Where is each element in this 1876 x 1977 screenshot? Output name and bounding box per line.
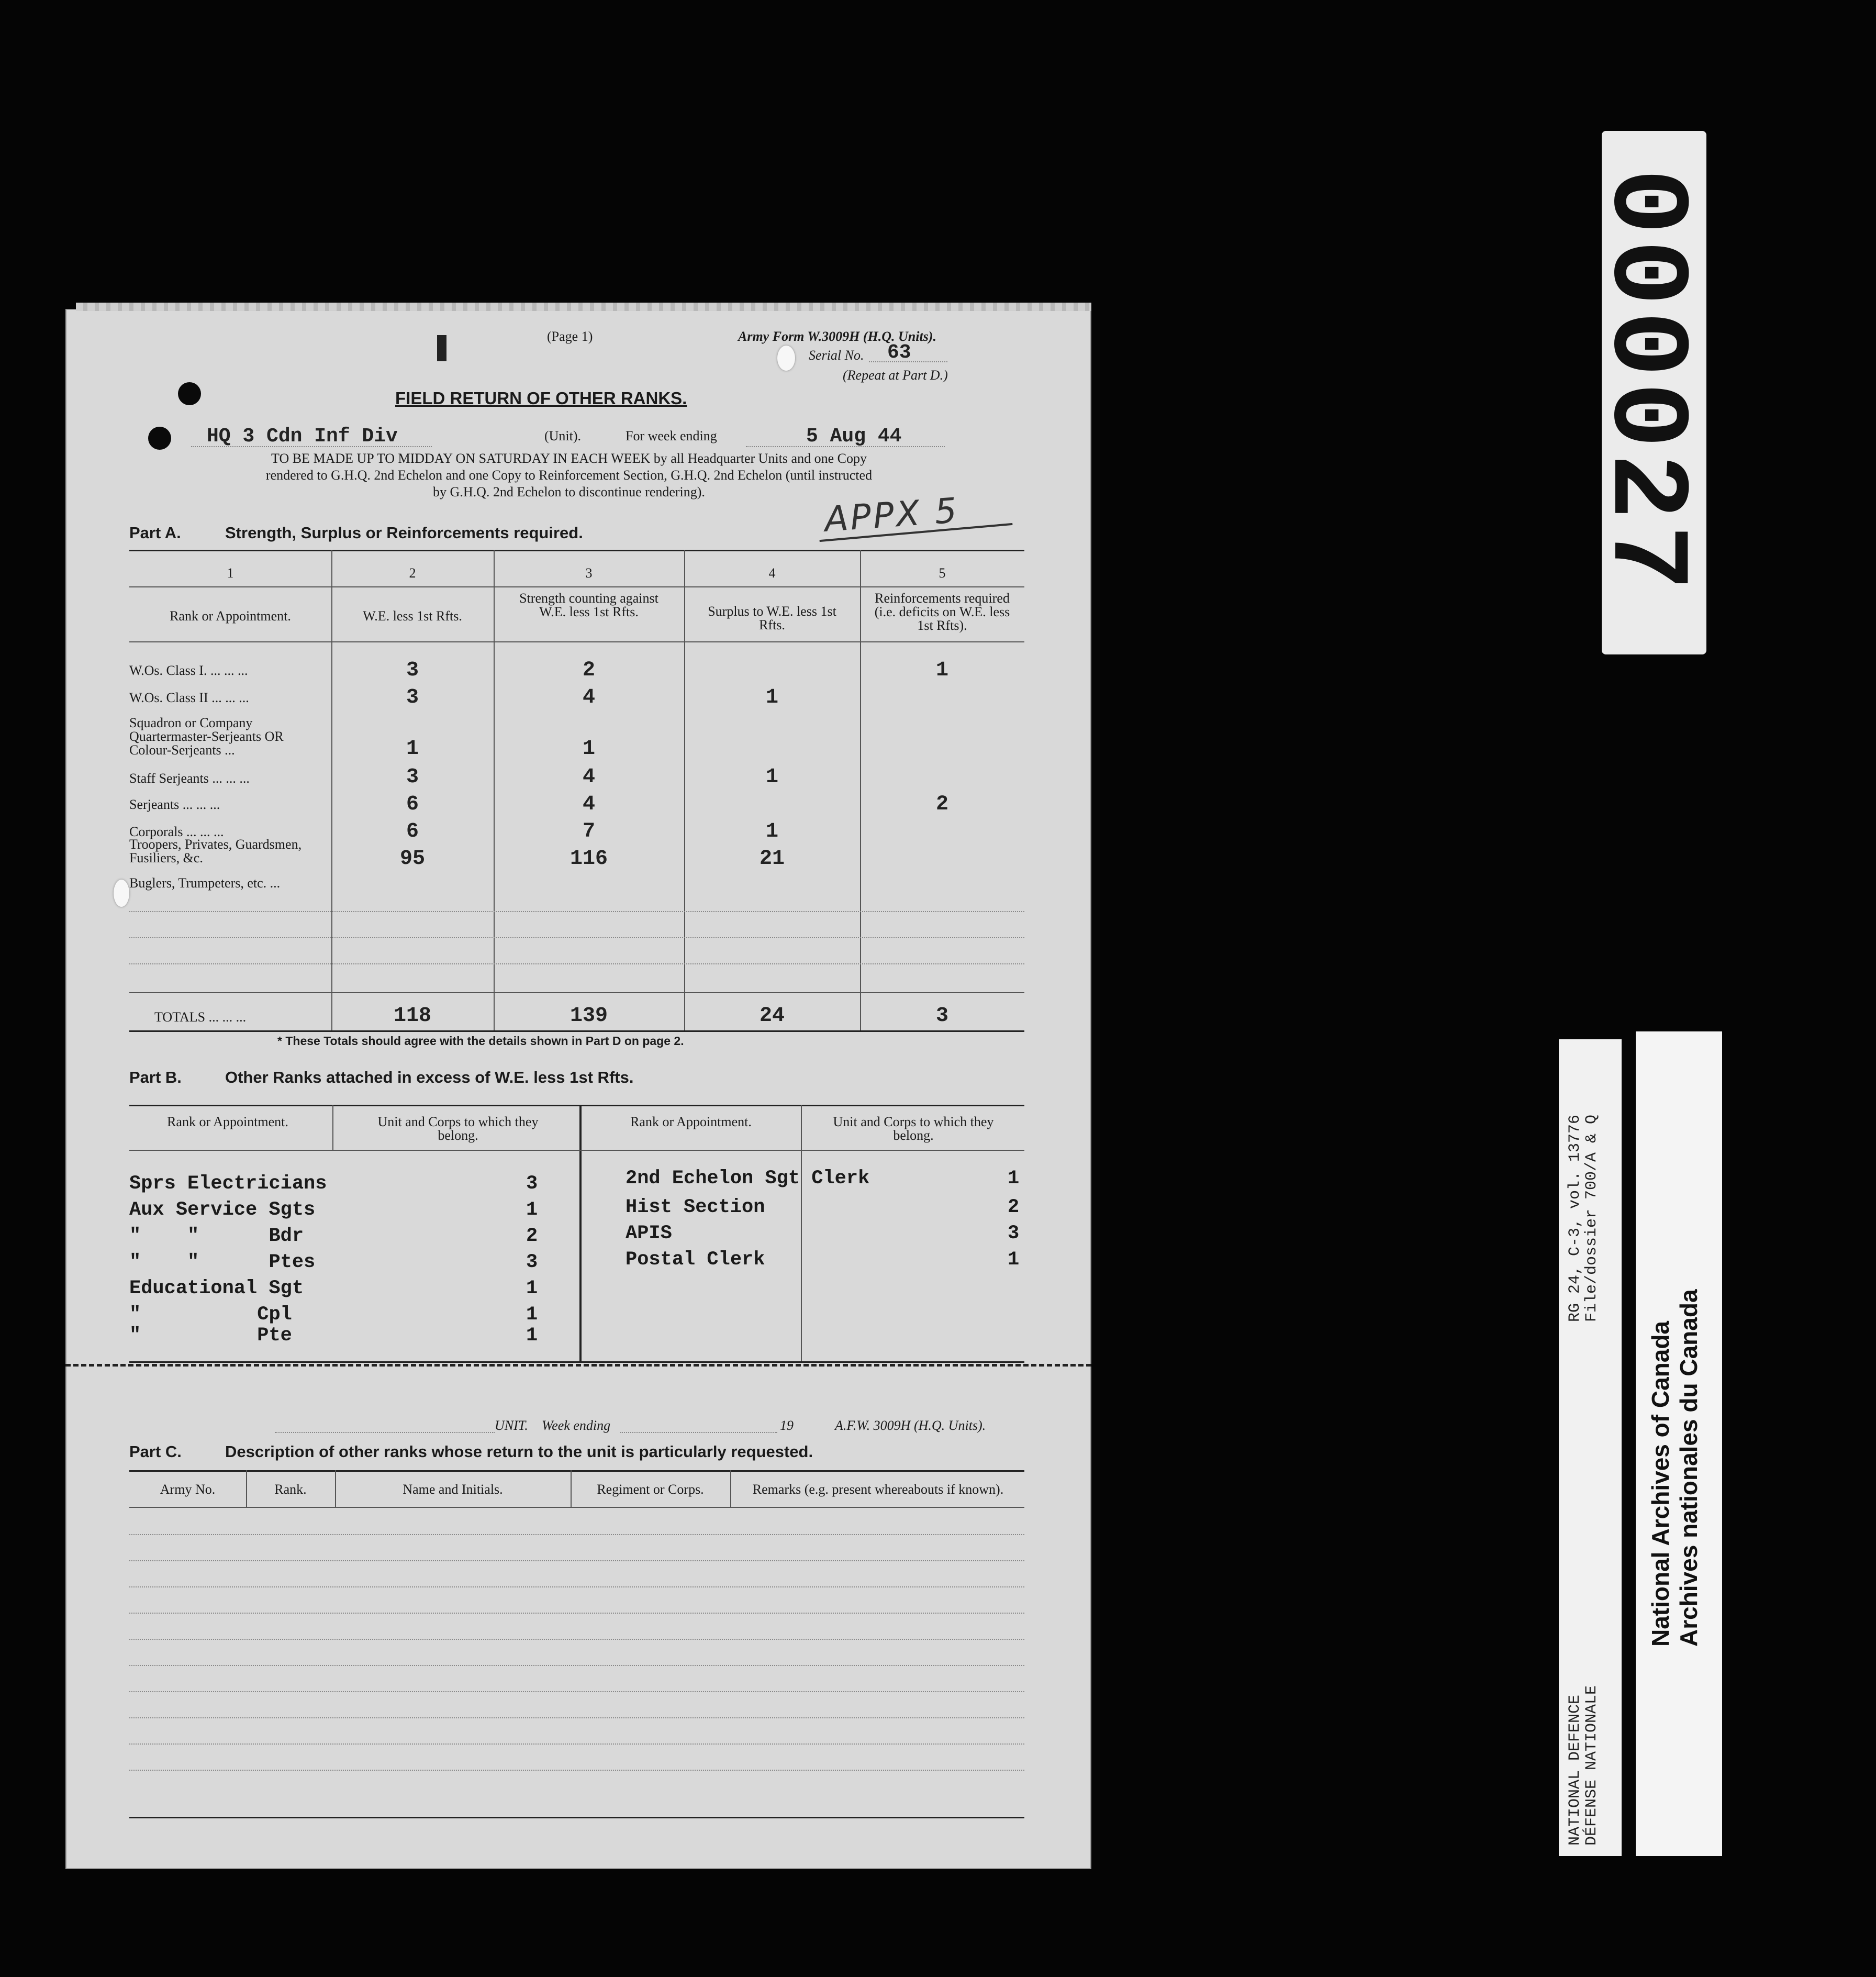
instruction-line: rendered to G.H.Q. 2nd Echelon and one Copy to Reinforcement Section, G.H.Q. 2nd Echelon (until instructed [265,468,873,483]
serial-label: Serial No. [809,348,864,363]
col-number: 5 [939,565,946,581]
totals-bottom-rule [129,1030,1024,1032]
col-number: 1 [227,565,234,581]
row-surplus: 21 [759,847,785,871]
row-strength: 1 [582,737,595,761]
nac-line2: Archives nationales du Canada [1675,1289,1702,1647]
row-surplus: 1 [765,686,778,709]
col-header-rank: Rank. [274,1482,307,1497]
col-header-reinforcements: Reinforcements required (i.e. deficits on W.E. less 1st Rfts). [874,591,1010,633]
attached-count: 3 [1008,1223,1020,1245]
form-title: FIELD RETURN OF OTHER RANKS. [395,388,687,408]
attached-rank: Aux Service Sgts [129,1199,316,1221]
col-divider [801,1105,802,1361]
frame-number: 000027 [1582,168,1706,596]
punch-hole [777,346,795,371]
attached-count: 1 [1008,1249,1020,1271]
col-header-unit: Unit and Corps to which they belong. [377,1114,539,1143]
army-form-label: Army Form W.3009H (H.Q. Units). [738,329,936,344]
blank-row-line [129,1639,1024,1640]
part-c-header-rule [129,1507,1024,1508]
attached-count: 2 [526,1225,538,1247]
totals-top-rule [129,992,1024,993]
row-rank: Staff Serjeants ... ... ... [129,771,250,786]
tear-off-line [65,1364,1091,1367]
attached-count: 3 [526,1251,538,1273]
national-archives-label-strip [1636,1031,1722,1856]
attached-count: 1 [526,1304,538,1326]
frame-number-strip [1582,131,1706,654]
col-header-remarks: Remarks (e.g. present whereabouts if known). [752,1482,1004,1497]
attached-rank: Educational Sgt [129,1278,304,1300]
blank-row-line [129,937,1024,938]
col-header-surplus: Surplus to W.E. less 1st Rfts. [708,604,836,632]
part-b-heading: Other Ranks attached in excess of W.E. less 1st Rfts. [225,1068,634,1086]
total-reinforcements: 3 [935,1004,948,1028]
appendix-note: APPX 5 [823,490,961,540]
col-divider [332,1105,333,1150]
col-divider-center [579,1105,582,1361]
row-we: 95 [399,847,425,871]
total-we: 118 [393,1004,431,1028]
row-surplus: 1 [765,820,778,843]
national-defence-label-strip [1559,1039,1622,1856]
row-rank: W.Os. Class II ... ... ... [129,690,249,705]
part-a-label: Part A. [129,524,181,542]
nac-line1: National Archives of Canada [1647,1320,1674,1647]
unit-value: HQ 3 Cdn Inf Div [207,425,398,448]
document-page [65,309,1091,1869]
unit-label: (Unit). [544,428,582,443]
week-underline [620,1432,777,1433]
header-rule [129,641,1024,642]
blank-row-line [129,1743,1024,1745]
attached-rank: Postal Clerk [626,1249,765,1271]
punch-hole [114,880,129,907]
week-ending-value: 5 Aug 44 [806,425,902,448]
totals-footnote: * These Totals should agree with the details shown in Part D on page 2. [277,1034,684,1048]
row-we: 3 [406,686,419,709]
row-rank: Serjeants ... ... ... [129,797,220,812]
serial-value: 63 [887,341,911,364]
row-surplus: 1 [765,765,778,789]
national-defence-text [1559,1039,1622,1856]
attached-count: 1 [1008,1168,1020,1190]
row-we: 6 [406,793,419,816]
attached-rank: Sprs Electricians [129,1173,327,1195]
row-reinforcements: 2 [935,793,948,816]
part-c-label: Part C. [129,1442,182,1461]
row-rank: Squadron or Company Quartermaster-Serjeants OR Colour-Serjeants ... [129,715,284,758]
col-header-unit: Unit and Corps to which they belong. [833,1114,994,1143]
col-divider [494,550,495,1031]
col-header-rank: Rank or Appointment. [167,1114,288,1129]
attached-count: 1 [526,1278,538,1300]
row-rank: W.Os. Class I. ... ... ... [129,663,248,678]
attached-rank: " " Ptes [129,1251,316,1273]
blank-row-line [129,911,1024,912]
col-header-regiment: Regiment or Corps. [597,1482,704,1497]
blank-row-line [129,1717,1024,1718]
page-label: (Page 1) [547,329,593,344]
attached-count: 1 [526,1199,538,1221]
nd-line2: DÉFENSE NATIONALE [1583,1685,1601,1846]
part-b-label: Part B. [129,1068,182,1086]
part-a-top-rule [129,550,1024,551]
blank-row-line [129,1691,1024,1692]
row-rank: Buglers, Trumpeters, etc. ... [129,875,281,891]
national-archives-text [1636,1031,1722,1856]
attached-rank: Hist Section [626,1196,765,1218]
total-strength: 139 [570,1004,608,1028]
attached-rank: 2nd Echelon Sgt Clerk [626,1168,870,1190]
blank-row-line [129,1560,1024,1561]
blank-row-line [129,1586,1024,1587]
col-header-army-no: Army No. [160,1482,216,1497]
col-header-strength: Strength counting against W.E. less 1st Rfts. [519,591,658,619]
part-c-bottom-rule [129,1817,1024,1818]
part-b-bottom-rule [129,1361,1024,1363]
row-we: 3 [406,659,419,682]
unit-underline [191,446,432,447]
tearoff-week-label: Week ending [542,1418,611,1433]
row-we: 1 [406,737,419,761]
row-we: 3 [406,765,419,789]
attached-count: 3 [526,1173,538,1195]
blank-row-line [129,1665,1024,1666]
unit-underline [275,1432,495,1433]
part-a-heading: Strength, Surplus or Reinforcements required. [225,524,583,542]
blank-row-line [129,1770,1024,1771]
attached-rank: " Cpl [129,1304,292,1326]
tearoff-unit-label: UNIT. [495,1418,528,1433]
attached-count: 1 [526,1325,538,1347]
part-b-header-rule [129,1150,1024,1151]
instruction-line: TO BE MADE UP TO MIDDAY ON SATURDAY IN EACH WEEK by all Headquarter Units and one Copy [271,451,867,466]
instruction-line: by G.H.Q. 2nd Echelon to discontinue rendering). [433,484,705,499]
punch-hole [178,382,201,405]
col-divider [684,550,685,1031]
col-number: 2 [409,565,416,581]
row-strength: 4 [582,686,595,709]
col-number-rule [129,586,1024,587]
row-rank: Troopers, Privates, Guardsmen, Fusiliers, &c. [129,837,302,865]
totals-label: TOTALS ... ... ... [154,1009,247,1025]
tearoff-form-label: A.F.W. 3009H (H.Q. Units). [835,1418,986,1433]
instructions [129,450,1009,501]
row-reinforcements: 1 [935,659,948,682]
row-strength: 116 [570,847,608,871]
week-ending-label: For week ending [626,428,717,443]
repeat-note: (Repeat at Part D.) [843,368,948,383]
rg-line1: RG 24, C-3, vol. 13776 [1566,1114,1584,1322]
total-surplus: 24 [759,1004,785,1028]
part-c-heading: Description of other ranks whose return to the unit is particularly requested. [225,1442,813,1461]
col-number: 3 [585,565,593,581]
col-number: 4 [768,565,776,581]
col-header-rank: Rank or Appointment. [630,1114,752,1129]
attached-rank: " " Bdr [129,1225,304,1247]
torn-edge [76,303,1091,311]
blank-row-line [129,1613,1024,1614]
row-strength: 2 [582,659,595,682]
tearoff-year-label: 19 [780,1418,794,1433]
col-divider [860,550,861,1031]
col-header-name: Name and Initials. [403,1482,503,1497]
rg-line2: File/dossier 700/A & Q [1583,1114,1601,1322]
part-b-top-rule [129,1105,1024,1106]
row-strength: 7 [582,820,595,843]
attached-rank: " Pte [129,1325,292,1347]
blank-row-line [129,963,1024,964]
part-c-top-rule [129,1470,1024,1472]
attached-count: 2 [1008,1196,1020,1218]
attached-rank: APIS [626,1223,672,1245]
row-strength: 4 [582,793,595,816]
nd-line1: NATIONAL DEFENCE [1566,1694,1584,1846]
blank-row-line [129,1534,1024,1535]
row-rank: Corporals ... ... ... [129,824,224,839]
punch-hole [148,427,171,450]
col-header-we: W.E. less 1st Rfts. [363,608,462,624]
row-strength: 4 [582,765,595,789]
staple-mark [437,335,446,361]
row-we: 6 [406,820,419,843]
col-header-rank: Rank or Appointment. [170,608,291,624]
